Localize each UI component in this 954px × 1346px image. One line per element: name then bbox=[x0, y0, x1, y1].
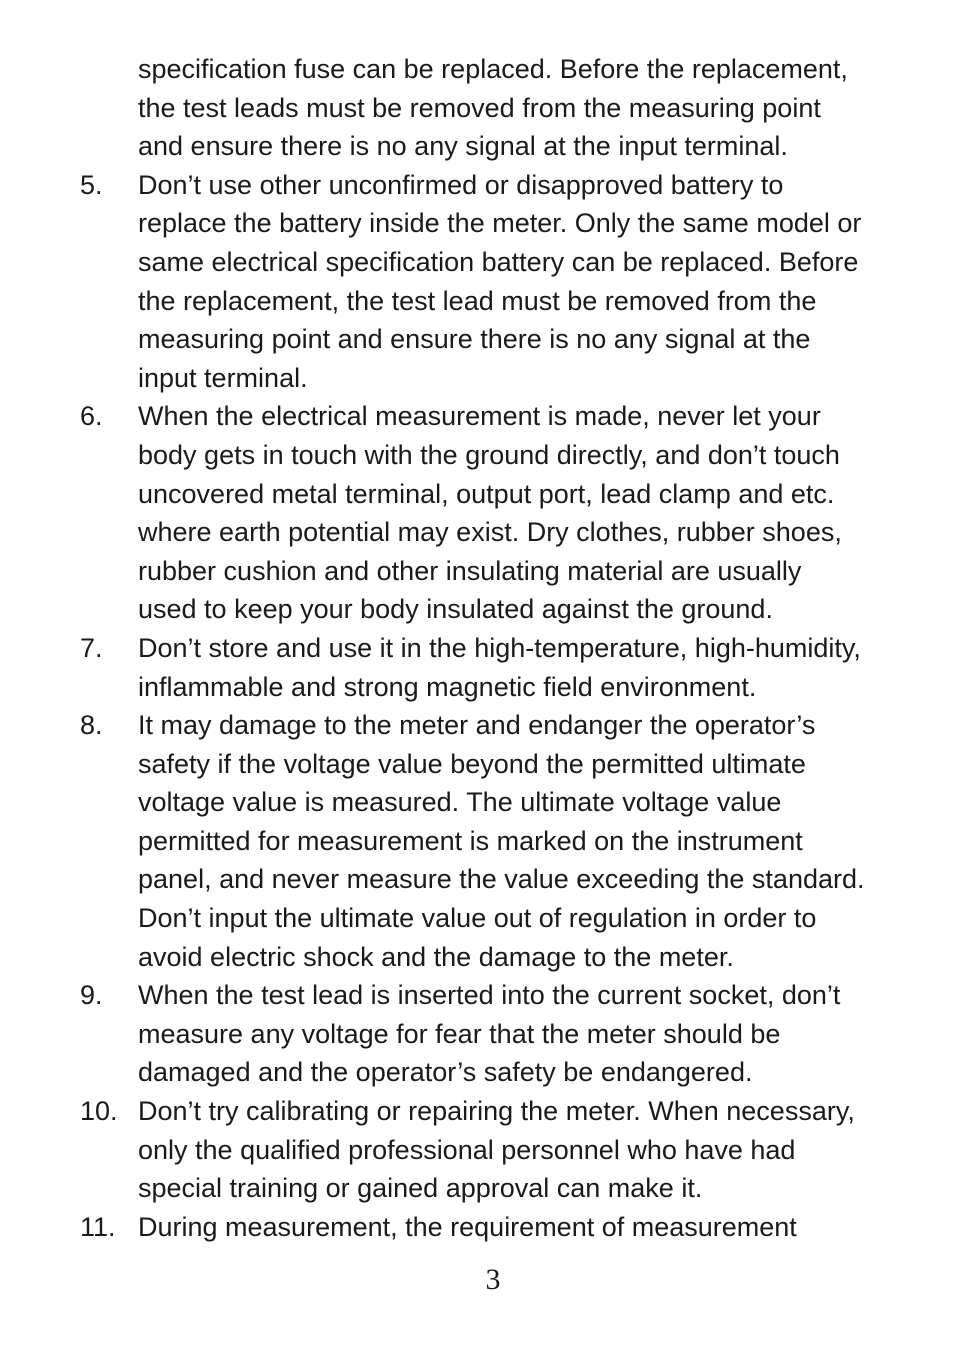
item-line: safety if the voltage value beyond the permitted ultimate bbox=[138, 748, 806, 779]
item-number: 6. bbox=[80, 401, 103, 432]
item-line: uncovered metal terminal, output port, lead clamp and etc. bbox=[138, 478, 835, 509]
list-item-8 bbox=[80, 706, 930, 976]
item-line: measuring point and ensure there is no any signal at the bbox=[138, 324, 811, 355]
item-line: During measurement, the requirement of measurement bbox=[138, 1211, 797, 1242]
item-text bbox=[138, 397, 930, 629]
item-line: body gets in touch with the ground directly, and don’t touch bbox=[138, 439, 840, 470]
item-text bbox=[138, 1092, 930, 1208]
item-line: It may damage to the meter and endanger the operator’s bbox=[138, 710, 816, 741]
item-line: measure any voltage for fear that the meter should be bbox=[138, 1018, 781, 1049]
list-item-9 bbox=[80, 976, 930, 1092]
list-item-7 bbox=[80, 629, 930, 706]
item-line: panel, and never measure the value exceeding the standard. bbox=[138, 864, 865, 895]
item-line: When the test lead is inserted into the current socket, don’t bbox=[138, 980, 841, 1011]
list-item-11 bbox=[80, 1208, 930, 1247]
item-line: where earth potential may exist. Dry clothes, rubber shoes, bbox=[138, 517, 842, 548]
item-line: inflammable and strong magnetic field environment. bbox=[138, 671, 757, 702]
item-line: same electrical specification battery can be replaced. Before bbox=[138, 246, 859, 277]
item-number: 11. bbox=[80, 1211, 116, 1242]
paragraph-line: specification fuse can be replaced. Before the replacement, bbox=[138, 54, 848, 84]
item-line: damaged and the operator’s safety be endangered. bbox=[138, 1057, 753, 1088]
item-line: permitted for measurement is marked on the instrument bbox=[138, 825, 803, 856]
paragraph-line: and ensure there is no any signal at the input terminal. bbox=[138, 131, 788, 162]
item-number: 10. bbox=[80, 1096, 118, 1127]
paragraph-line: the test leads must be removed from the measuring point bbox=[138, 92, 821, 123]
safety-instructions-list bbox=[80, 50, 930, 1246]
item-line: only the qualified professional personnel who have had bbox=[138, 1134, 796, 1165]
item-number: 7. bbox=[80, 632, 103, 663]
item-line: input terminal. bbox=[138, 362, 308, 393]
item-text bbox=[138, 166, 930, 398]
list-item-5 bbox=[80, 166, 930, 398]
item-line: special training or gained approval can make it. bbox=[138, 1173, 703, 1204]
list-item-6 bbox=[80, 397, 930, 629]
item-line: Don’t input the ultimate value out of regulation in order to bbox=[138, 903, 817, 934]
list-item-10 bbox=[80, 1092, 930, 1208]
item-text bbox=[138, 629, 930, 706]
item-text bbox=[138, 976, 930, 1092]
item-line: avoid electric shock and the damage to the meter. bbox=[138, 941, 734, 972]
continued-paragraph bbox=[138, 50, 930, 166]
item-line: Don’t store and use it in the high-temperature, high-humidity, bbox=[138, 632, 861, 663]
item-number: 5. bbox=[80, 169, 103, 200]
item-line: the replacement, the test lead must be removed from the bbox=[138, 285, 817, 316]
item-line: Don’t use other unconfirmed or disapproved battery to bbox=[138, 169, 784, 200]
item-line: replace the battery inside the meter. Only the same model or bbox=[138, 208, 862, 239]
item-number: 8. bbox=[80, 710, 103, 741]
item-line: When the electrical measurement is made, never let your bbox=[138, 401, 821, 432]
item-text bbox=[138, 706, 930, 976]
item-number: 9. bbox=[80, 980, 103, 1011]
item-line: voltage value is measured. The ultimate voltage value bbox=[138, 787, 782, 818]
item-text bbox=[138, 1208, 930, 1247]
item-line: rubber cushion and other insulating material are usually bbox=[138, 555, 802, 586]
page-number: 3 bbox=[485, 1263, 501, 1296]
item-line: used to keep your body insulated against the ground. bbox=[138, 594, 773, 625]
item-line: Don’t try calibrating or repairing the meter. When necessary, bbox=[138, 1096, 855, 1127]
